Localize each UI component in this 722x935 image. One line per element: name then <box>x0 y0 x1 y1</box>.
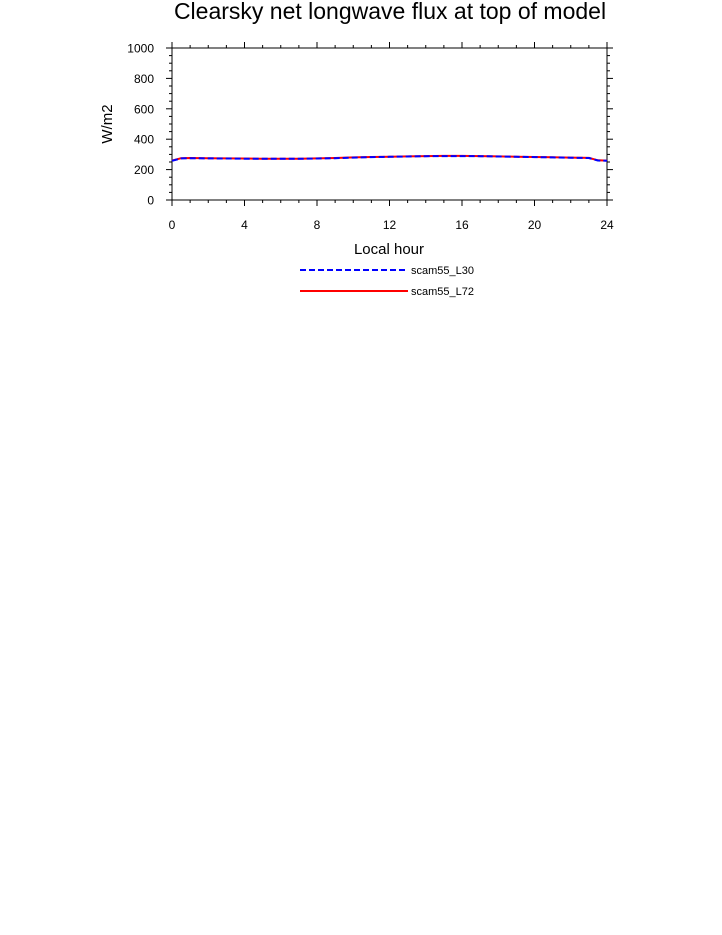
x-tick-label: 12 <box>382 218 397 232</box>
x-tick-label: 4 <box>241 218 248 232</box>
x-tick-label: 8 <box>313 218 321 232</box>
legend <box>300 265 474 298</box>
plot-frame <box>172 48 607 200</box>
x-tick-label: 0 <box>168 218 176 232</box>
legend-label: scam55_L72 <box>411 286 474 298</box>
y-tick-label: 1000 <box>127 41 154 56</box>
x-tick-label: 24 <box>600 218 614 232</box>
series-line-scam55-l30 <box>172 156 607 161</box>
y-axis-label: W/m2 <box>99 104 116 144</box>
series-group <box>172 156 607 161</box>
x-axis-label: Local hour <box>353 241 425 258</box>
chart-title: Clearsky net longwave flux at top of model <box>173 0 607 24</box>
y-tick-label: 0 <box>147 193 154 208</box>
x-tick-label: 20 <box>527 218 542 232</box>
y-tick-label: 400 <box>133 132 154 147</box>
legend-label: scam55_L30 <box>411 265 474 277</box>
y-tick-label: 600 <box>133 102 154 117</box>
axis-ticks <box>127 42 614 233</box>
y-tick-label: 200 <box>133 163 154 178</box>
y-tick-label: 800 <box>133 71 154 86</box>
x-tick-label: 16 <box>455 218 469 232</box>
